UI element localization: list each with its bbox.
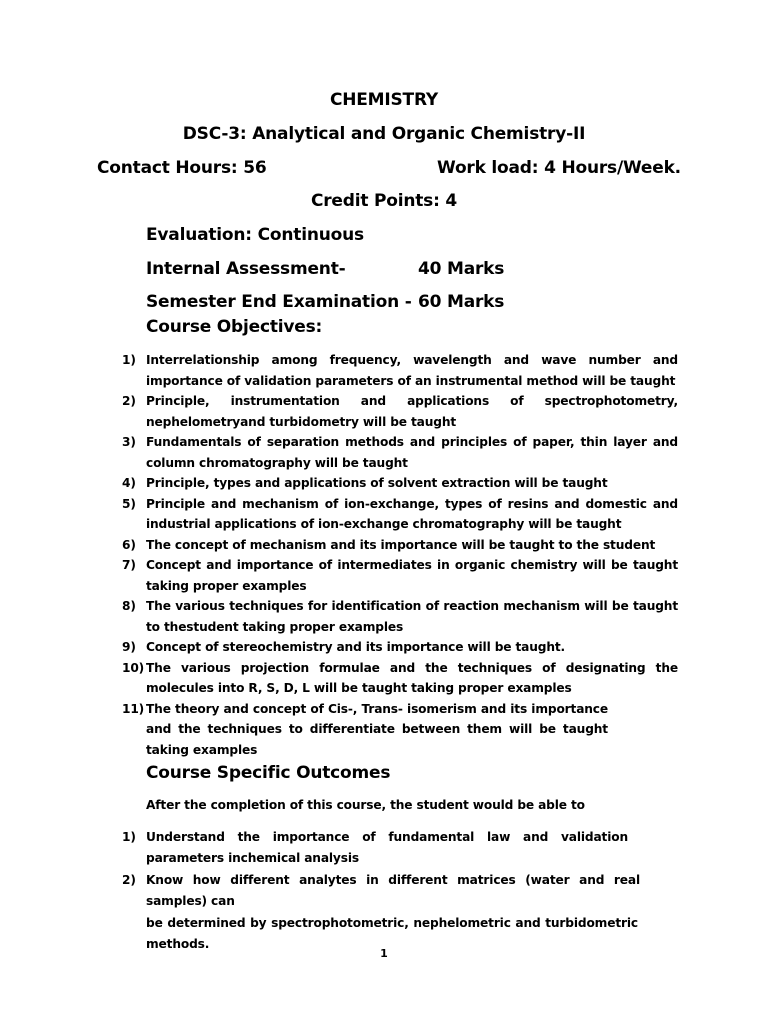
item-number: 11) xyxy=(122,701,145,716)
list-item xyxy=(122,699,608,761)
item-text: The various techniques for identification of reaction mechanism will be taught to thestudent taking proper examples xyxy=(146,599,678,634)
list-item xyxy=(122,637,678,658)
page-number: 1 xyxy=(380,947,388,960)
item-text: The theory and concept of Cis-, Trans- isomerism and its importance and the techniques to differentiate between them will be taught taking examples xyxy=(146,701,608,757)
credit-points: Credit Points: 4 xyxy=(310,191,458,211)
evaluation-label: Semester End Examination - xyxy=(146,292,412,312)
objectives-title: Course Objectives: xyxy=(146,317,323,337)
item-text: Principle, types and applications of solvent extraction will be taught xyxy=(146,476,608,490)
item-number: 8) xyxy=(122,599,136,613)
list-item xyxy=(122,555,678,596)
list-item xyxy=(122,432,678,473)
item-number: 2) xyxy=(122,873,136,887)
list-item xyxy=(122,473,678,494)
list-item xyxy=(122,535,678,556)
item-text: Principle, instrumentation and applications of spectrophotometry, nephelometryand turbidometry will be taught xyxy=(146,394,678,429)
item-text: Principle and mechanism of ion-exchange, types of resins and domestic and industrial applications of ion-exchange chromatography will be taught xyxy=(146,496,678,531)
item-number: 10) xyxy=(122,660,145,675)
subject-heading: CHEMISTRY xyxy=(329,90,439,110)
item-number: 2) xyxy=(122,394,136,408)
item-text: Interrelationship among frequency, wavelength and wave number and importance of validation parameters of an instrumental method will be taught xyxy=(146,353,678,388)
item-number: 1) xyxy=(122,830,136,844)
item-number: 6) xyxy=(122,537,136,552)
item-number: 1) xyxy=(122,353,136,367)
evaluation-row xyxy=(146,292,505,312)
item-text: Fundamentals of separation methods and principles of paper, thin layer and column chromatography will be taught xyxy=(146,435,678,470)
list-item xyxy=(122,827,640,868)
course-title: DSC-3: Analytical and Organic Chemistry-II xyxy=(182,124,586,144)
evaluation-title: Evaluation: Continuous xyxy=(146,225,364,245)
work-load: Work load: 4 Hours/Week. xyxy=(437,158,681,178)
item-number: 7) xyxy=(122,558,136,572)
evaluation-marks: 40 Marks xyxy=(418,259,505,279)
list-item xyxy=(122,391,678,432)
outcomes-intro: After the completion of this course, the student would be able to xyxy=(146,798,585,812)
item-number: 9) xyxy=(122,640,136,654)
item-text: be determined by spectrophotometric, nephelometric and turbidometric methods. xyxy=(146,916,638,951)
item-text: Concept and importance of intermediates in organic chemistry will be taught taking proper examples xyxy=(146,558,678,593)
list-item xyxy=(122,658,678,699)
item-number: 3) xyxy=(122,435,136,449)
item-text: The various projection formulae and the techniques of designating the molecules into R, S, D, L will be taught taking proper examples xyxy=(146,660,678,695)
contact-hours: Contact Hours: 56 xyxy=(97,158,267,178)
evaluation-marks: 60 Marks xyxy=(418,292,505,312)
outcomes-title: Course Specific Outcomes xyxy=(146,763,391,783)
list-item xyxy=(122,350,678,391)
item-text: Know how different analytes in different matrices (water and real samples) can xyxy=(146,873,640,908)
item-text: parameters inchemical analysis xyxy=(146,850,359,865)
item-text: The concept of mechanism and its importance will be taught to the student xyxy=(146,537,656,552)
outcomes-list xyxy=(122,827,640,954)
evaluation-row xyxy=(146,259,505,279)
objectives-list xyxy=(122,350,678,760)
list-item xyxy=(122,494,678,535)
list-item xyxy=(122,596,678,637)
item-number: 5) xyxy=(122,496,136,511)
evaluation-label: Internal Assessment- xyxy=(146,259,346,279)
item-text: Concept of stereochemistry and its importance will be taught. xyxy=(146,640,566,654)
item-number: 4) xyxy=(122,476,136,490)
item-text: Understand the importance of fundamental law and validation xyxy=(146,830,628,844)
list-item xyxy=(122,870,640,954)
